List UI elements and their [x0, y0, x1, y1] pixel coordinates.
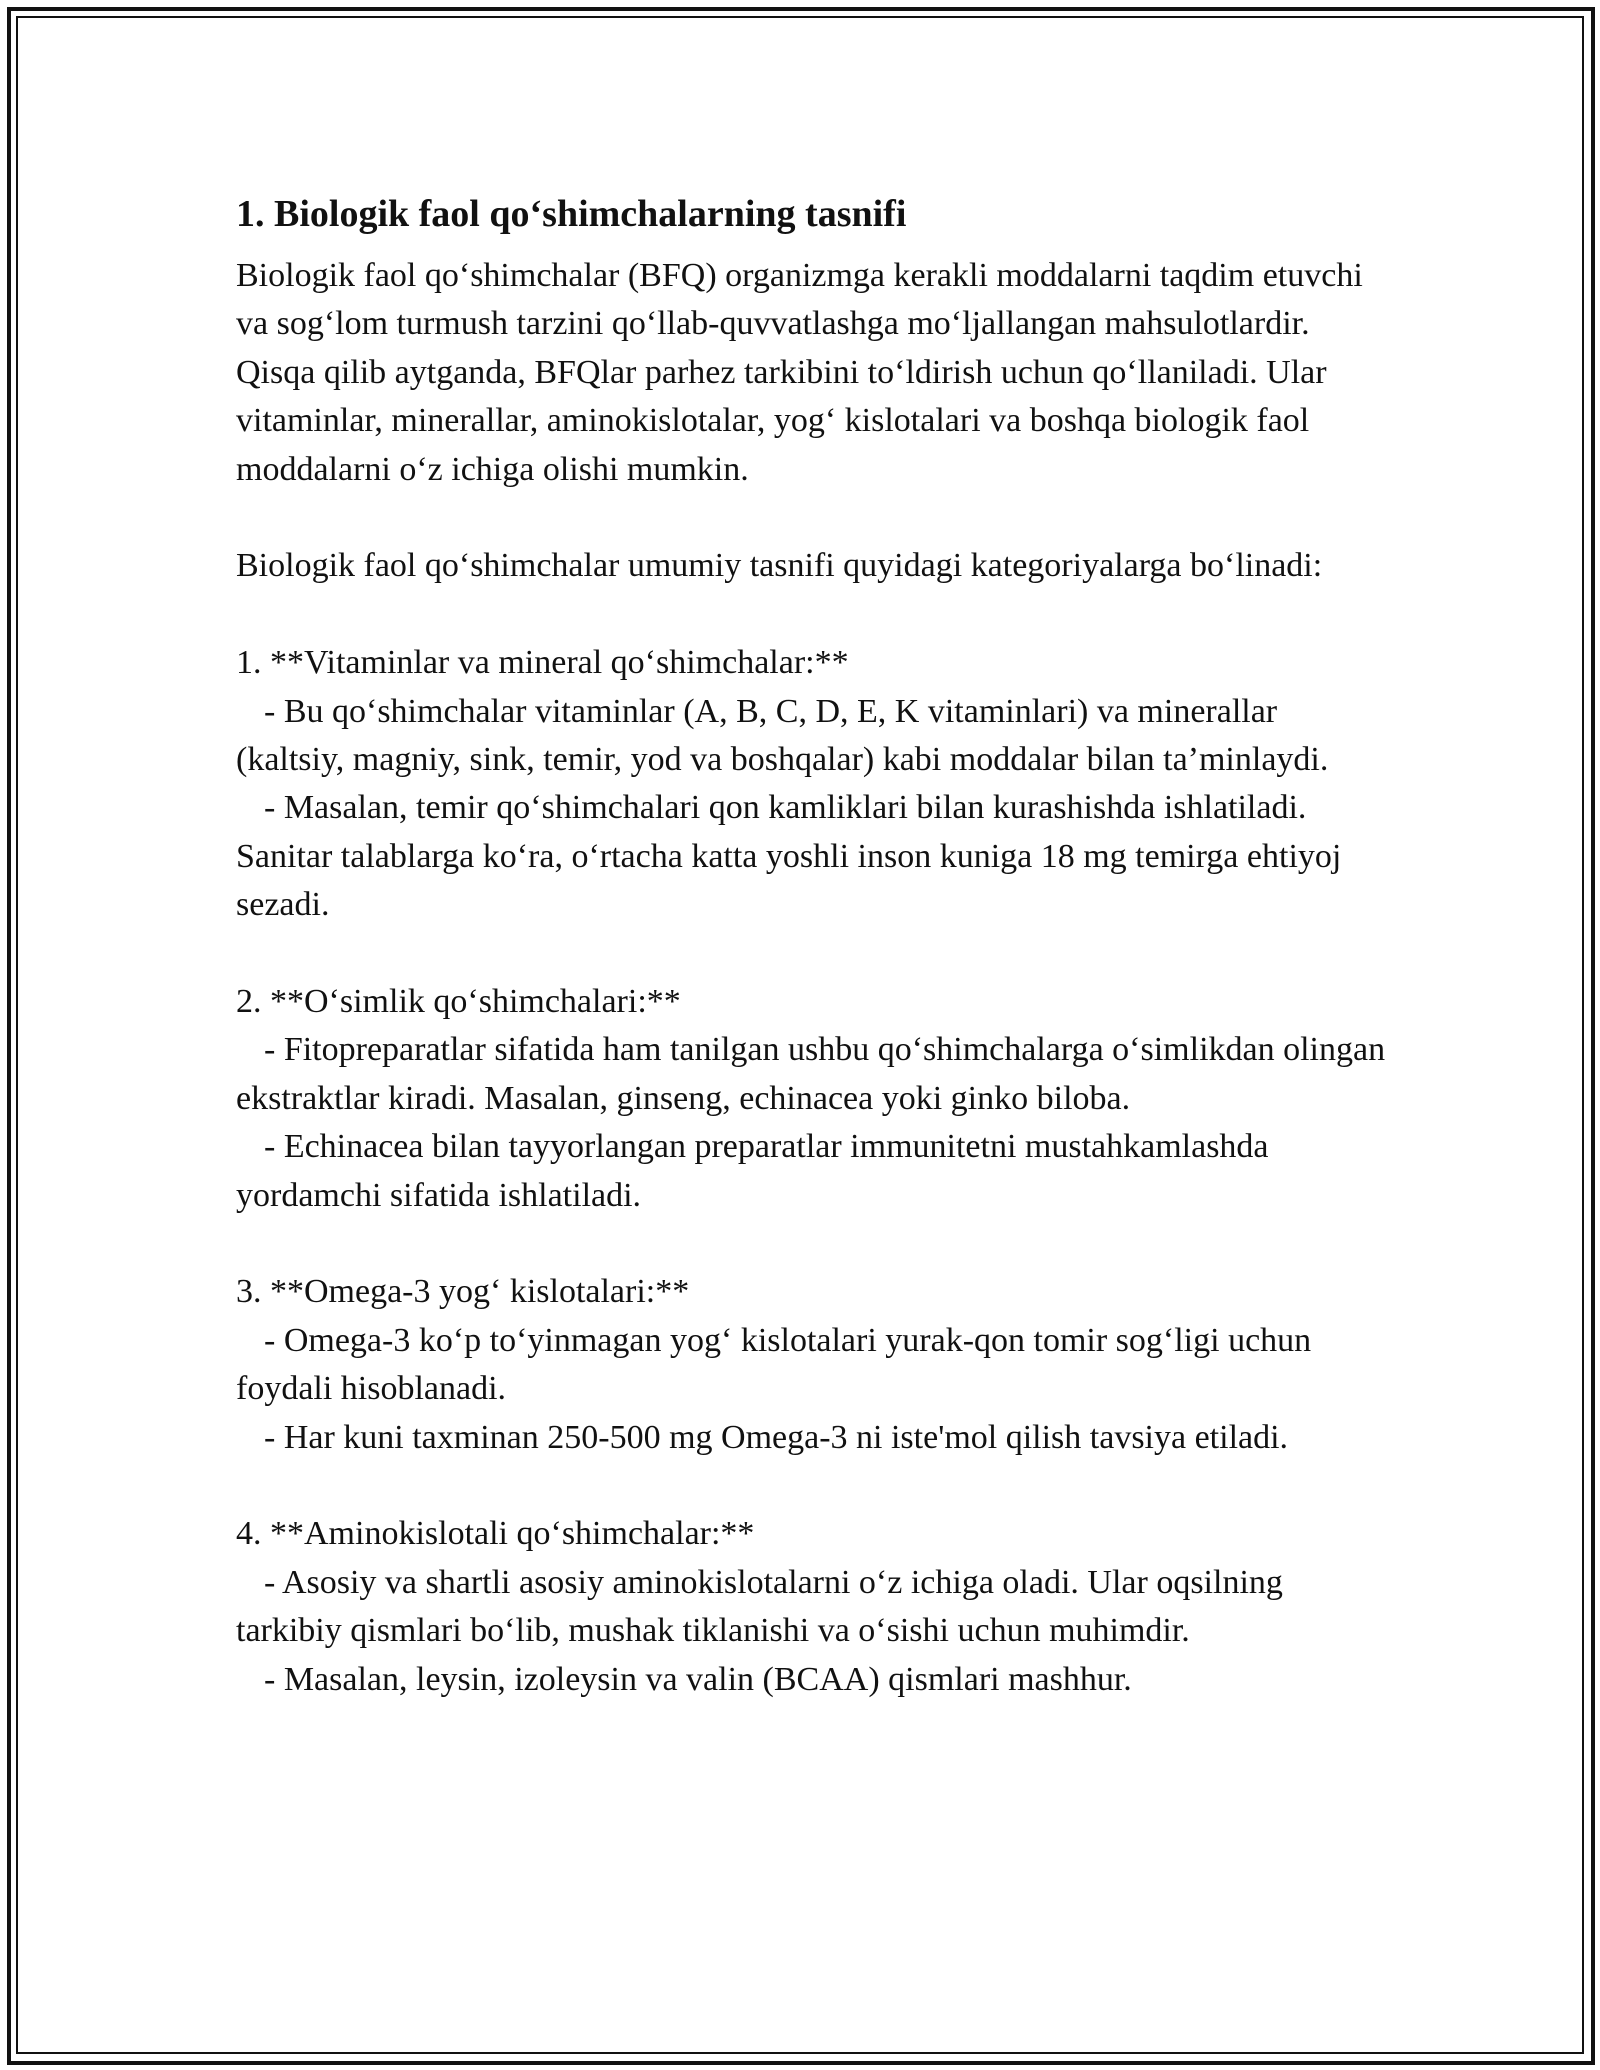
section-point: - Masalan, temir qo‘shimchalari qon kamliklari bilan kurashishda ishlatiladi. Sanitar talablarga ko‘ra, o‘rtacha katta yoshli inson kuniga 18 mg temirga ehtiyoj sezadi. [236, 789, 1350, 924]
section-point: - Echinacea bilan tayyorlangan preparatlar immunitetni mustahkamlashda yordamchi sifatida ishlatiladi. [236, 1128, 1278, 1214]
section-heading: 3. **Omega-3 yog‘ kislotalari:** [236, 1273, 690, 1311]
document-title: 1. Biologik faol qo‘shimchalarning tasnifi [236, 193, 907, 235]
section-point: - Fitopreparatlar sifatida ham tanilgan ushbu qo‘shimchalarga o‘simlikdan olingan ekstraktlar kiradi. Masalan, ginseng, echinacea yoki ginko biloba. [236, 1031, 1394, 1117]
section-heading: 1. **Vitaminlar va mineral qo‘shimchalar:** [236, 644, 849, 682]
document-body [236, 188, 1394, 1704]
section-heading: 4. **Aminokislotali qo‘shimchalar:** [236, 1515, 755, 1553]
section-point: - Omega-3 ko‘p to‘yinmagan yog‘ kislotalari yurak-qon tomir sog‘ligi uchun foydali hisoblanadi. [236, 1321, 1320, 1408]
section-point: - Bu qo‘shimchalar vitaminlar (A, B, C, D, E, K vitaminlari) va minerallar (kaltsiy, magniy, sink, temir, yod va boshqalar) kabi moddalar bilan ta’minlaydi. [236, 692, 1329, 779]
section-point: - Har kuni taxminan 250-500 mg Omega-3 ni iste'mol qilish tavsiya etiladi. [264, 1418, 1289, 1456]
section-omega3 [236, 1268, 1386, 1462]
section-point: - Asosiy va shartli asosiy aminokislotalarni o‘z ichiga oladi. Ular oqsilning tarkibiy qismlari bo‘lib, mushak tiklanishi va o‘sishi uchun muhimdir. [236, 1563, 1292, 1650]
section-heading: 2. **O‘simlik qo‘shimchalari:** [236, 983, 681, 1021]
section-plant-supplements [236, 978, 1394, 1220]
intro-paragraph: Biologik faol qo‘shimchalar (BFQ) organizmga kerakli moddalarni taqdim etuvchi va sog‘lom turmush tarzini qo‘llab-quvvatlashga mo‘ljallangan mahsulotlardir. Qisqa qilib aytganda, BFQlar parhez tarkibini to‘ldirish uchun qo‘llaniladi. Ular vitaminlar, minerallar, aminokislotalar, yog‘ kislotalari va boshqa biologik faol moddalarni o‘z ichiga olishi mumkin. [236, 257, 1372, 488]
section-amino-acids [236, 1510, 1386, 1704]
section-point: - Masalan, leysin, izoleysin va valin (BCAA) qismlari mashhur. [264, 1660, 1132, 1698]
intro-paragraph: Biologik faol qo‘shimchalar umumiy tasnifi quyidagi kategoriyalarga bo‘linadi: [236, 547, 1323, 585]
section-vitamins [236, 639, 1386, 929]
